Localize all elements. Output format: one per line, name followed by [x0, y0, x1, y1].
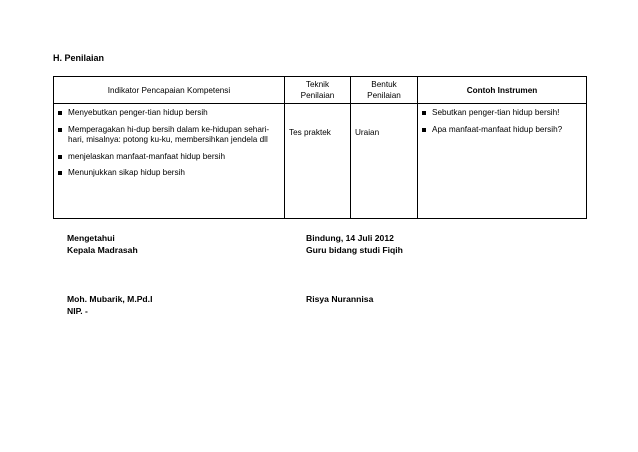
- header-form: Bentuk Penilaian: [351, 77, 418, 104]
- list-item: Apa manfaat-manfaat hidup bersih?: [422, 125, 582, 136]
- sig-left-name: Moh. Mubarik, M.Pd.I: [67, 294, 153, 304]
- bullet-square-icon: [58, 155, 62, 159]
- list-item: Memperagakan hi-dup bersih dalam ke-hidupan sehari-hari, misalnya: potong ku-ku, membersihkan jendela dll: [58, 125, 280, 146]
- sig-left-nip: NIP. -: [67, 305, 88, 316]
- bullet-square-icon: [422, 111, 426, 115]
- list-item: menjelaskan manfaat-manfaat hidup bersih: [58, 152, 280, 163]
- form-cell: Uraian: [351, 104, 418, 219]
- header-technique: Teknik Penilaian: [285, 77, 351, 104]
- signature-left-header: [67, 233, 138, 256]
- sig-left-line2: Kepala Madrasah: [67, 244, 138, 255]
- technique-cell: Tes praktek: [285, 104, 351, 219]
- bullet-square-icon: [58, 128, 62, 132]
- table-row: [54, 104, 587, 219]
- signature-right-name-block: [306, 294, 373, 306]
- instrument-cell: [418, 104, 587, 219]
- bullet-square-icon: [58, 111, 62, 115]
- header-indicator: Indikator Pencapaian Kompetensi: [54, 77, 285, 104]
- table-header-row: [54, 77, 587, 104]
- assessment-table: [53, 76, 587, 219]
- sig-right-line2: Guru bidang studi Fiqih: [306, 244, 403, 255]
- section-heading: H. Penilaian: [53, 53, 105, 63]
- sig-left-line1: Mengetahui: [67, 233, 115, 243]
- bullet-square-icon: [58, 171, 62, 175]
- bullet-square-icon: [422, 128, 426, 132]
- list-item: Menyebutkan penger-tian hidup bersih: [58, 108, 280, 119]
- signature-right-header: [306, 233, 403, 256]
- sig-right-line1: Bindung, 14 Juli 2012: [306, 233, 394, 243]
- signature-left-name-block: [67, 294, 152, 317]
- list-item: Menunjukkan sikap hidup bersih: [58, 168, 280, 179]
- header-instrument: Contoh Instrumen: [418, 77, 587, 104]
- indicator-cell: [54, 104, 285, 219]
- list-item: Sebutkan penger-tian hidup bersih!: [422, 108, 582, 119]
- sig-right-name: Risya Nurannisa: [306, 294, 374, 304]
